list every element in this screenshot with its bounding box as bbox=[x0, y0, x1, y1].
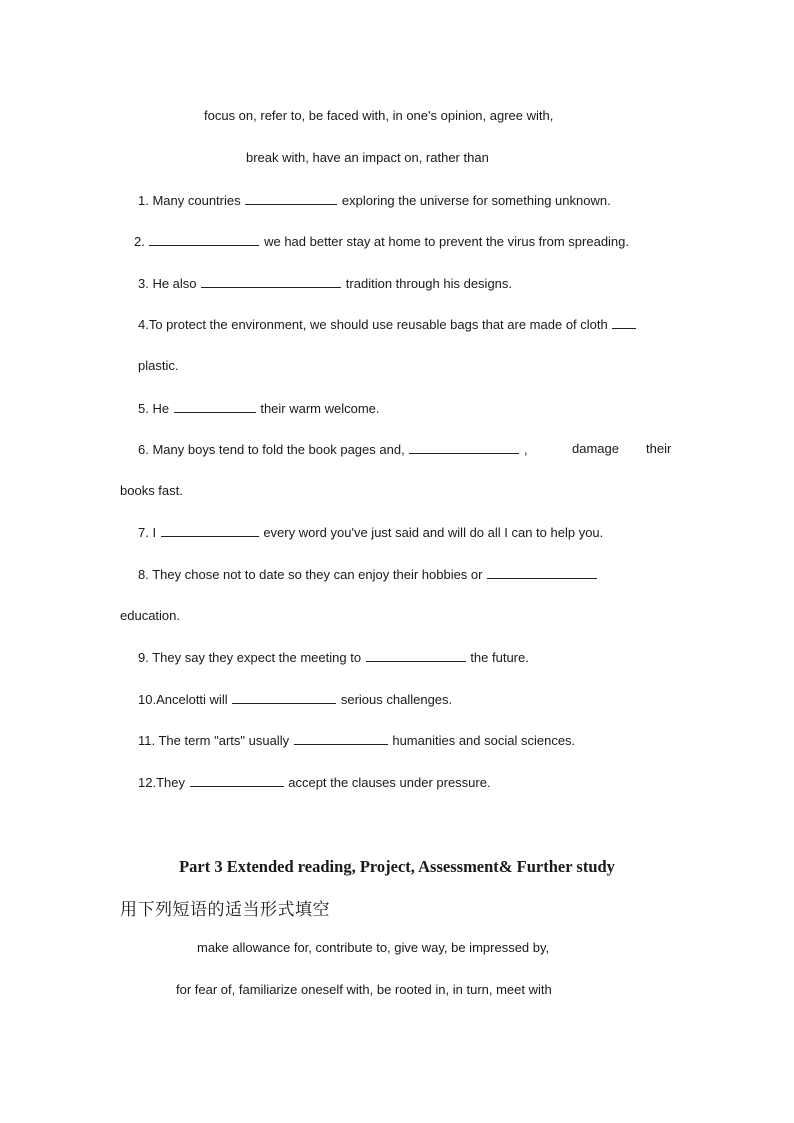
question-1-text-after: exploring the universe for something unknown. bbox=[341, 193, 611, 208]
question-8-continuation: education. bbox=[120, 608, 180, 623]
question-6-continuation: books fast. bbox=[120, 483, 183, 498]
question-6 bbox=[138, 441, 528, 458]
question-9-text-before: 9. They say they expect the meeting to bbox=[138, 650, 362, 665]
question-5-blank[interactable] bbox=[174, 400, 256, 413]
question-11-text-before: 11. The term "arts" usually bbox=[138, 733, 290, 748]
question-12-text-before: 12.They bbox=[138, 775, 185, 790]
question-2-number: 2. bbox=[134, 234, 145, 249]
question-4-continuation: plastic. bbox=[138, 358, 179, 373]
question-2-blank[interactable] bbox=[149, 233, 259, 246]
question-6-blank[interactable] bbox=[409, 441, 519, 454]
question-5-text-before: 5. He bbox=[138, 401, 170, 416]
question-8 bbox=[138, 566, 598, 583]
question-1 bbox=[138, 192, 611, 209]
question-8-blank[interactable] bbox=[487, 566, 597, 579]
question-2 bbox=[134, 233, 629, 250]
question-11 bbox=[138, 732, 575, 749]
part-3-heading: Part 3 Extended reading, Project, Assessment& Further study bbox=[179, 857, 615, 876]
question-8-text-before: 8. They chose not to date so they can enjoy their hobbies or bbox=[138, 567, 483, 582]
question-10 bbox=[138, 691, 452, 708]
question-6-word-their: their bbox=[646, 441, 672, 456]
question-6-comma: , bbox=[523, 442, 528, 457]
question-9 bbox=[138, 649, 529, 666]
question-1-text-before: 1. Many countries bbox=[138, 193, 241, 208]
question-10-text-before: 10.Ancelotti will bbox=[138, 692, 228, 707]
part-3-instruction: 用下列短语的适当形式填空 bbox=[120, 900, 330, 920]
question-3 bbox=[138, 275, 512, 292]
question-12-text-after: accept the clauses under pressure. bbox=[288, 775, 491, 790]
part-3-phrase-bank-line-2: for fear of, familiarize oneself with, be rooted in, in turn, meet with bbox=[176, 982, 552, 997]
question-3-text-after: tradition through his designs. bbox=[345, 276, 513, 291]
phrase-bank-line-2: break with, have an impact on, rather than bbox=[246, 150, 489, 165]
question-6-word-damage: damage bbox=[572, 441, 619, 456]
question-3-text-before: 3. He also bbox=[138, 276, 197, 291]
question-1-blank[interactable] bbox=[245, 192, 337, 205]
question-12 bbox=[138, 774, 491, 791]
question-6-text-before: 6. Many boys tend to fold the book pages and, bbox=[138, 442, 405, 457]
question-5-text-after: their warm welcome. bbox=[260, 401, 380, 416]
question-11-text-after: humanities and social sciences. bbox=[392, 733, 576, 748]
question-11-blank[interactable] bbox=[294, 732, 388, 745]
question-7 bbox=[138, 524, 603, 541]
question-4-blank[interactable] bbox=[612, 316, 636, 329]
question-12-blank[interactable] bbox=[190, 774, 284, 787]
question-2-text-after: we had better stay at home to prevent the virus from spreading. bbox=[264, 234, 630, 249]
question-9-text-after: the future. bbox=[470, 650, 529, 665]
question-10-blank[interactable] bbox=[232, 691, 336, 704]
question-4 bbox=[138, 316, 637, 333]
part-3-phrase-bank-line-1: make allowance for, contribute to, give way, be impressed by, bbox=[197, 940, 550, 955]
question-4-text-before: 4.To protect the environment, we should use reusable bags that are made of cloth bbox=[138, 317, 608, 332]
question-9-blank[interactable] bbox=[366, 649, 466, 662]
question-7-text-before: 7. I bbox=[138, 525, 157, 540]
question-5 bbox=[138, 400, 380, 417]
question-7-text-after: every word you've just said and will do all I can to help you. bbox=[263, 525, 604, 540]
question-7-blank[interactable] bbox=[161, 524, 259, 537]
question-10-text-after: serious challenges. bbox=[340, 692, 453, 707]
phrase-bank-line-1: focus on, refer to, be faced with, in one's opinion, agree with, bbox=[204, 108, 554, 123]
question-3-blank[interactable] bbox=[201, 275, 341, 288]
